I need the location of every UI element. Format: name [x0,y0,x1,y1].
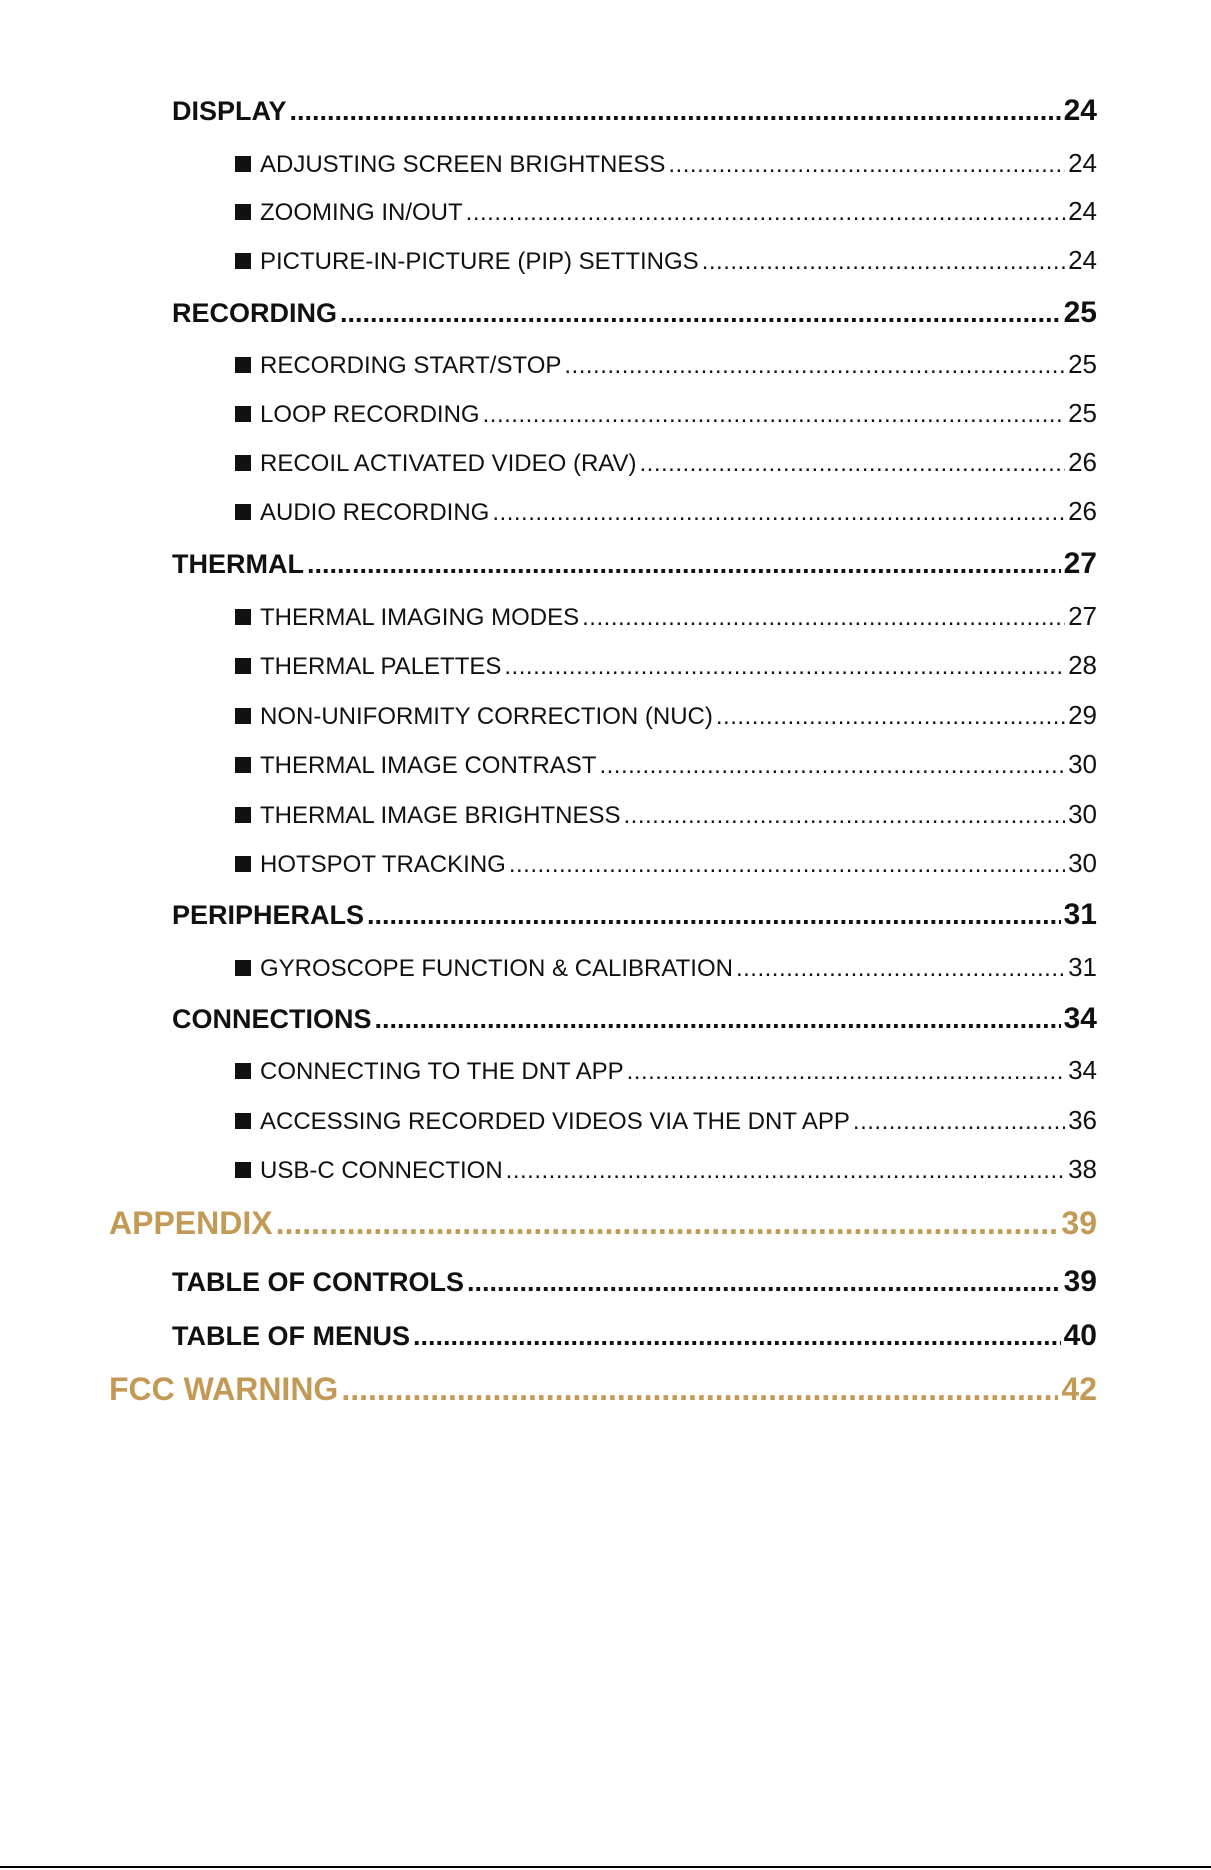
toc-entry-page-number: 39 [1061,1205,1097,1241]
toc-entry-page-number: 40 [1063,1319,1097,1352]
toc-entry-title: THERMAL IMAGING MODES [260,604,580,631]
toc-entry-title: TABLE OF CONTROLS [172,1267,464,1297]
dot-leader [716,703,1065,731]
dot-leader [582,604,1065,632]
dot-leader [702,248,1065,276]
toc-entry-page-number: 27 [1063,547,1097,580]
dot-leader [290,96,1061,127]
toc-entry-page-number: 25 [1063,296,1097,329]
toc-entry-page-number: 25 [1068,398,1097,428]
dot-leader [640,450,1066,478]
square-bullet-icon [235,708,251,724]
toc-entry[interactable] [109,1371,1097,1408]
toc-entry[interactable] [172,547,1097,581]
square-bullet-icon [235,1162,251,1178]
square-bullet-icon [235,204,251,220]
dot-leader [341,1371,1058,1408]
toc-entry-page-number: 24 [1068,196,1097,226]
toc-entry-title: THERMAL IMAGE BRIGHTNESS [260,802,621,829]
square-bullet-icon [235,1063,251,1079]
dot-leader [466,199,1065,227]
dot-leader [668,151,1065,179]
toc-entry-title: CONNECTING TO THE DNT APP [260,1058,624,1085]
toc-entry-page-number: 24 [1068,245,1097,275]
dot-leader [599,752,1065,780]
toc-entry-title: GYROSCOPE FUNCTION & CALIBRATION [260,955,733,982]
toc-entry[interactable] [235,196,1097,227]
dot-leader [307,549,1061,580]
toc-entry-page-number: 38 [1068,1154,1097,1184]
toc-entry-page-number: 30 [1068,848,1097,878]
toc-entry-title: NON-UNIFORMITY CORRECTION (NUC) [260,703,713,730]
toc-entry-page-number: 26 [1068,496,1097,526]
toc-entry-title: THERMAL PALETTES [260,653,502,680]
toc-entry-page-number: 31 [1063,898,1097,931]
toc-entry[interactable] [235,601,1097,632]
dot-leader [467,1267,1061,1298]
toc-entry-title: RECORDING [172,298,338,328]
toc-entry-title: RECORDING START/STOP [260,352,562,379]
toc-entry[interactable] [235,1055,1097,1086]
square-bullet-icon [235,1113,251,1129]
toc-entry-title: TABLE OF MENUS [172,1321,410,1351]
toc-entry[interactable] [172,94,1097,128]
dot-leader [853,1108,1065,1136]
dot-leader [627,1058,1065,1086]
toc-entry-title: ADJUSTING SCREEN BRIGHTNESS [260,151,666,178]
toc-entry[interactable] [172,296,1097,330]
toc-entry-page-number: 30 [1068,749,1097,779]
toc-entry-page-number: 34 [1068,1055,1097,1085]
toc-entry[interactable] [172,1265,1097,1299]
toc-entry-title: LOOP RECORDING [260,401,480,428]
toc-entry-title: HOTSPOT TRACKING [260,851,506,878]
dot-leader [564,352,1065,380]
dot-leader [509,851,1065,879]
toc-entry-page-number: 24 [1068,148,1097,178]
toc-entry-page-number: 30 [1068,799,1097,829]
toc-entry-page-number: 25 [1068,349,1097,379]
dot-leader [375,1004,1061,1035]
page-bottom-rule [0,1866,1211,1868]
toc-entry-title: FCC WARNING [109,1371,339,1407]
toc-entry[interactable] [235,749,1097,780]
toc-entry-title: THERMAL [172,549,304,579]
toc-entry-page-number: 27 [1068,601,1097,631]
toc-entry[interactable] [172,1319,1097,1353]
toc-entry[interactable] [235,799,1097,830]
toc-entry-title: RECOIL ACTIVATED VIDEO (RAV) [260,450,637,477]
toc-entry-title: PERIPHERALS [172,900,365,930]
square-bullet-icon [235,807,251,823]
toc-entry[interactable] [235,1154,1097,1185]
toc-entry[interactable] [235,848,1097,879]
toc-entry-page-number: 24 [1063,94,1097,127]
dot-leader [624,802,1066,830]
toc-entry[interactable] [235,1105,1097,1136]
toc-entry-title: ZOOMING IN/OUT [260,199,463,226]
toc-entry-title: ACCESSING RECORDED VIDEOS VIA THE DNT APP [260,1108,850,1135]
square-bullet-icon [235,357,251,373]
toc-entry[interactable] [235,952,1097,983]
toc-entry-page-number: 34 [1063,1002,1097,1035]
toc-entry[interactable] [235,398,1097,429]
square-bullet-icon [235,406,251,422]
toc-entry[interactable] [172,1002,1097,1036]
toc-entry[interactable] [172,898,1097,932]
dot-leader [276,1205,1059,1242]
dot-leader [367,900,1061,931]
dot-leader [413,1321,1061,1352]
toc-entry-page-number: 26 [1068,447,1097,477]
toc-entry[interactable] [235,245,1097,276]
square-bullet-icon [235,960,251,976]
dot-leader [736,955,1065,983]
square-bullet-icon [235,253,251,269]
toc-entry-title: APPENDIX [109,1205,273,1241]
toc-entry-title: USB-C CONNECTION [260,1157,503,1184]
dot-leader [340,298,1061,329]
square-bullet-icon [235,455,251,471]
toc-entry[interactable] [109,1205,1097,1242]
toc-entry-title: CONNECTIONS [172,1004,372,1034]
toc-entry-title: DISPLAY [172,96,287,126]
toc-entry-page-number: 31 [1068,952,1097,982]
square-bullet-icon [235,156,251,172]
toc-entry-page-number: 28 [1068,650,1097,680]
dot-leader [504,653,1065,681]
toc-entry-title: PICTURE-IN-PICTURE (PIP) SETTINGS [260,248,699,275]
toc-entry-page-number: 42 [1061,1371,1097,1407]
toc-entry[interactable] [235,447,1097,478]
toc-entry-title: AUDIO RECORDING [260,499,490,526]
square-bullet-icon [235,856,251,872]
square-bullet-icon [235,757,251,773]
toc-entry[interactable] [235,349,1097,380]
toc-entry[interactable] [235,148,1097,179]
square-bullet-icon [235,609,251,625]
toc-entry[interactable] [235,496,1097,527]
toc-entry-page-number: 29 [1068,700,1097,730]
toc-entry[interactable] [235,700,1097,731]
toc-entry-page-number: 39 [1063,1265,1097,1298]
toc-entry[interactable] [235,650,1097,681]
dot-leader [492,499,1065,527]
toc-entry-page-number: 36 [1068,1105,1097,1135]
dot-leader [483,401,1065,429]
square-bullet-icon [235,504,251,520]
dot-leader [506,1157,1065,1185]
toc-entry-title: THERMAL IMAGE CONTRAST [260,752,597,779]
square-bullet-icon [235,658,251,674]
